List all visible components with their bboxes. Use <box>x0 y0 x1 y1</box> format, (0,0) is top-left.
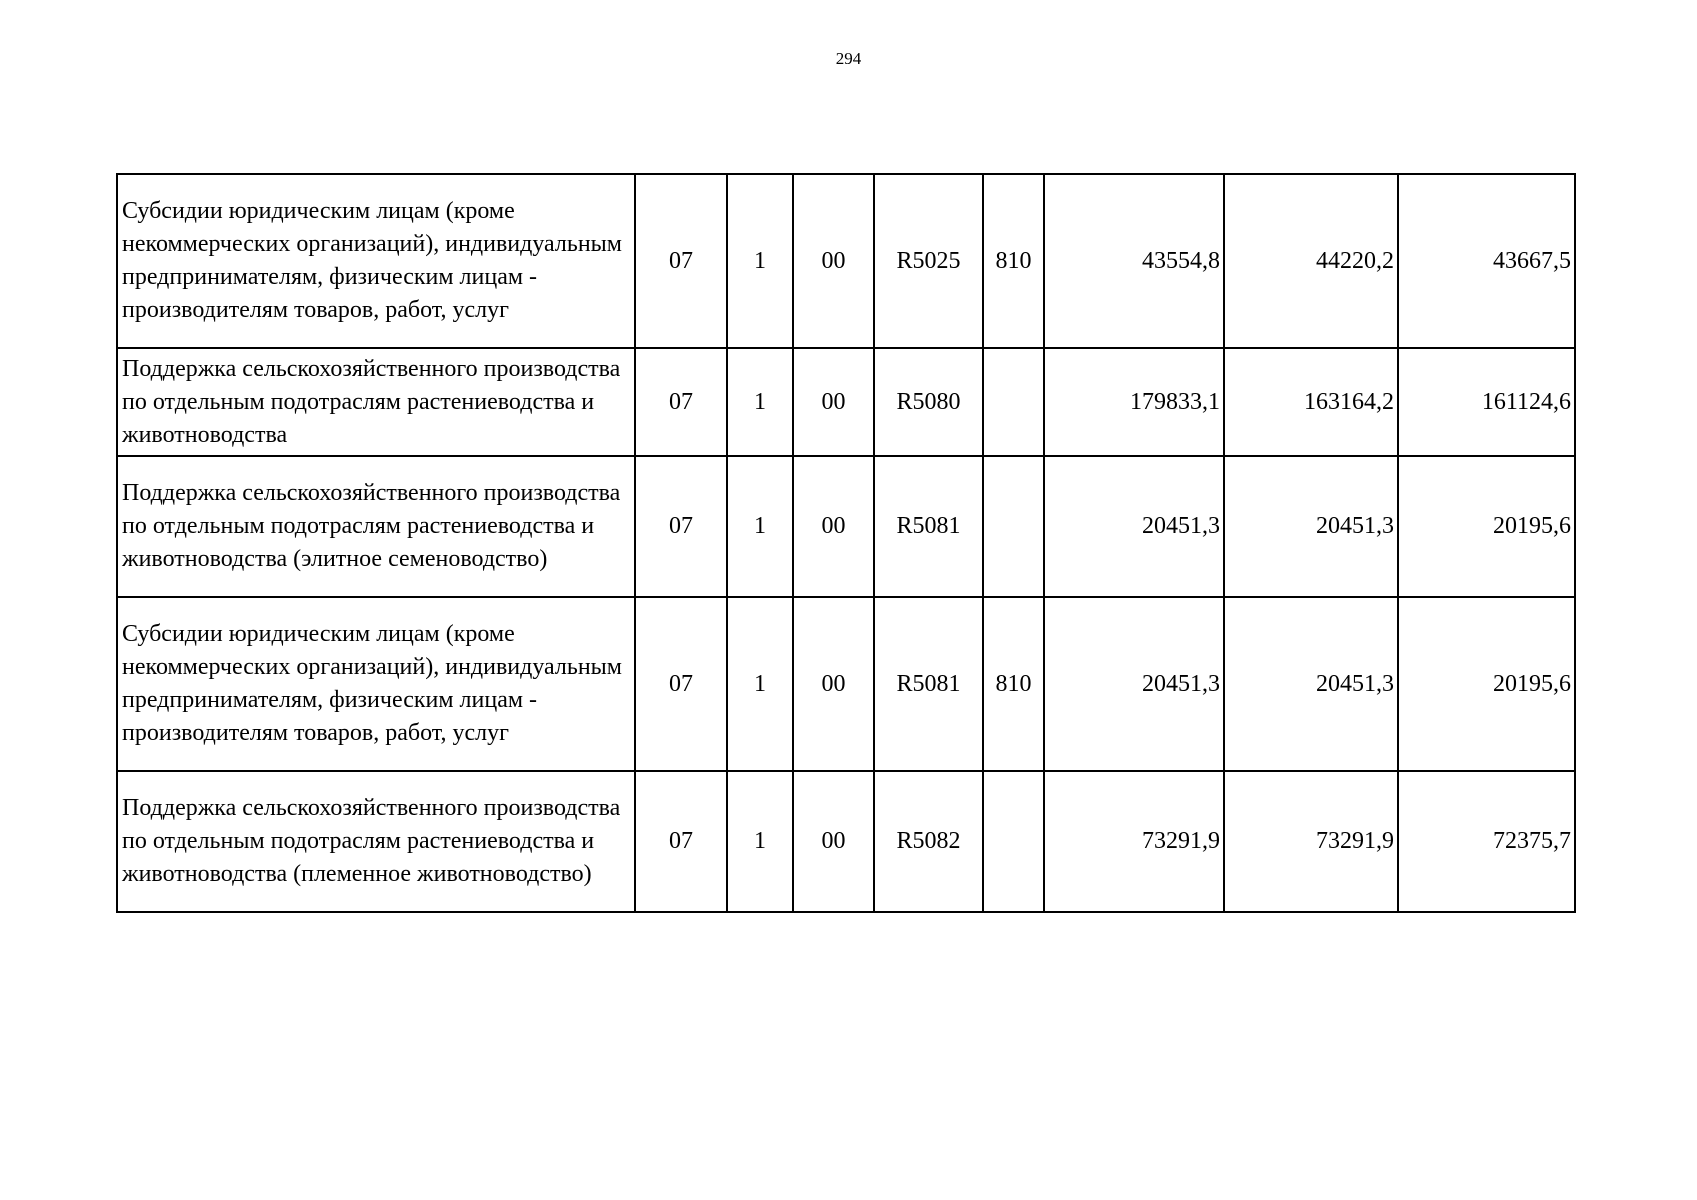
amount-year-2: 163164,2 <box>1224 348 1398 456</box>
amount-year-2: 20451,3 <box>1224 597 1398 771</box>
section-code: 07 <box>635 348 727 456</box>
amount-year-3: 20195,6 <box>1398 597 1575 771</box>
row-description: Субсидии юридическим лицам (кроме некоммерческих организаций), индивидуальным предпринимателям, физическим лицам - производителям товаров, работ, услуг <box>117 597 635 771</box>
item-code: R5081 <box>874 597 983 771</box>
row-description: Субсидии юридическим лицам (кроме некоммерческих организаций), индивидуальным предпринимателям, физическим лицам - производителям товаров, работ, услуг <box>117 174 635 348</box>
subprogram-code: 00 <box>793 174 874 348</box>
subprogram-code: 00 <box>793 771 874 912</box>
expense-type-code <box>983 348 1044 456</box>
amount-year-2: 20451,3 <box>1224 456 1398 597</box>
expense-type-code <box>983 771 1044 912</box>
expense-type-code <box>983 456 1044 597</box>
amount-year-3: 43667,5 <box>1398 174 1575 348</box>
subprogram-code: 00 <box>793 456 874 597</box>
expense-type-code: 810 <box>983 174 1044 348</box>
amount-year-1: 179833,1 <box>1044 348 1224 456</box>
program-code: 1 <box>727 348 793 456</box>
amount-year-1: 20451,3 <box>1044 597 1224 771</box>
row-description: Поддержка сельскохозяйственного производства по отдельным подотраслям растениеводства и животноводства (элитное семеноводство) <box>117 456 635 597</box>
item-code: R5080 <box>874 348 983 456</box>
program-code: 1 <box>727 456 793 597</box>
section-code: 07 <box>635 174 727 348</box>
page-number: 294 <box>835 49 862 68</box>
program-code: 1 <box>727 597 793 771</box>
amount-year-3: 72375,7 <box>1398 771 1575 912</box>
program-code: 1 <box>727 174 793 348</box>
section-code: 07 <box>635 771 727 912</box>
item-code: R5082 <box>874 771 983 912</box>
amount-year-2: 73291,9 <box>1224 771 1398 912</box>
subprogram-code: 00 <box>793 348 874 456</box>
table-row <box>117 597 1575 771</box>
amount-year-3: 20195,6 <box>1398 456 1575 597</box>
amount-year-1: 73291,9 <box>1044 771 1224 912</box>
amount-year-2: 44220,2 <box>1224 174 1398 348</box>
amount-year-3: 161124,6 <box>1398 348 1575 456</box>
row-description: Поддержка сельскохозяйственного производства по отдельным подотраслям растениеводства и животноводства (племенное животноводство) <box>117 771 635 912</box>
subprogram-code: 00 <box>793 597 874 771</box>
table-row <box>117 348 1575 456</box>
section-code: 07 <box>635 456 727 597</box>
table-row <box>117 771 1575 912</box>
section-code: 07 <box>635 597 727 771</box>
expense-type-code: 810 <box>983 597 1044 771</box>
item-code: R5081 <box>874 456 983 597</box>
table-row <box>117 174 1575 348</box>
amount-year-1: 20451,3 <box>1044 456 1224 597</box>
budget-table <box>116 173 1576 913</box>
item-code: R5025 <box>874 174 983 348</box>
row-description: Поддержка сельскохозяйственного производства по отдельным подотраслям растениеводства и животноводства <box>117 348 635 456</box>
table-row <box>117 456 1575 597</box>
amount-year-1: 43554,8 <box>1044 174 1224 348</box>
program-code: 1 <box>727 771 793 912</box>
